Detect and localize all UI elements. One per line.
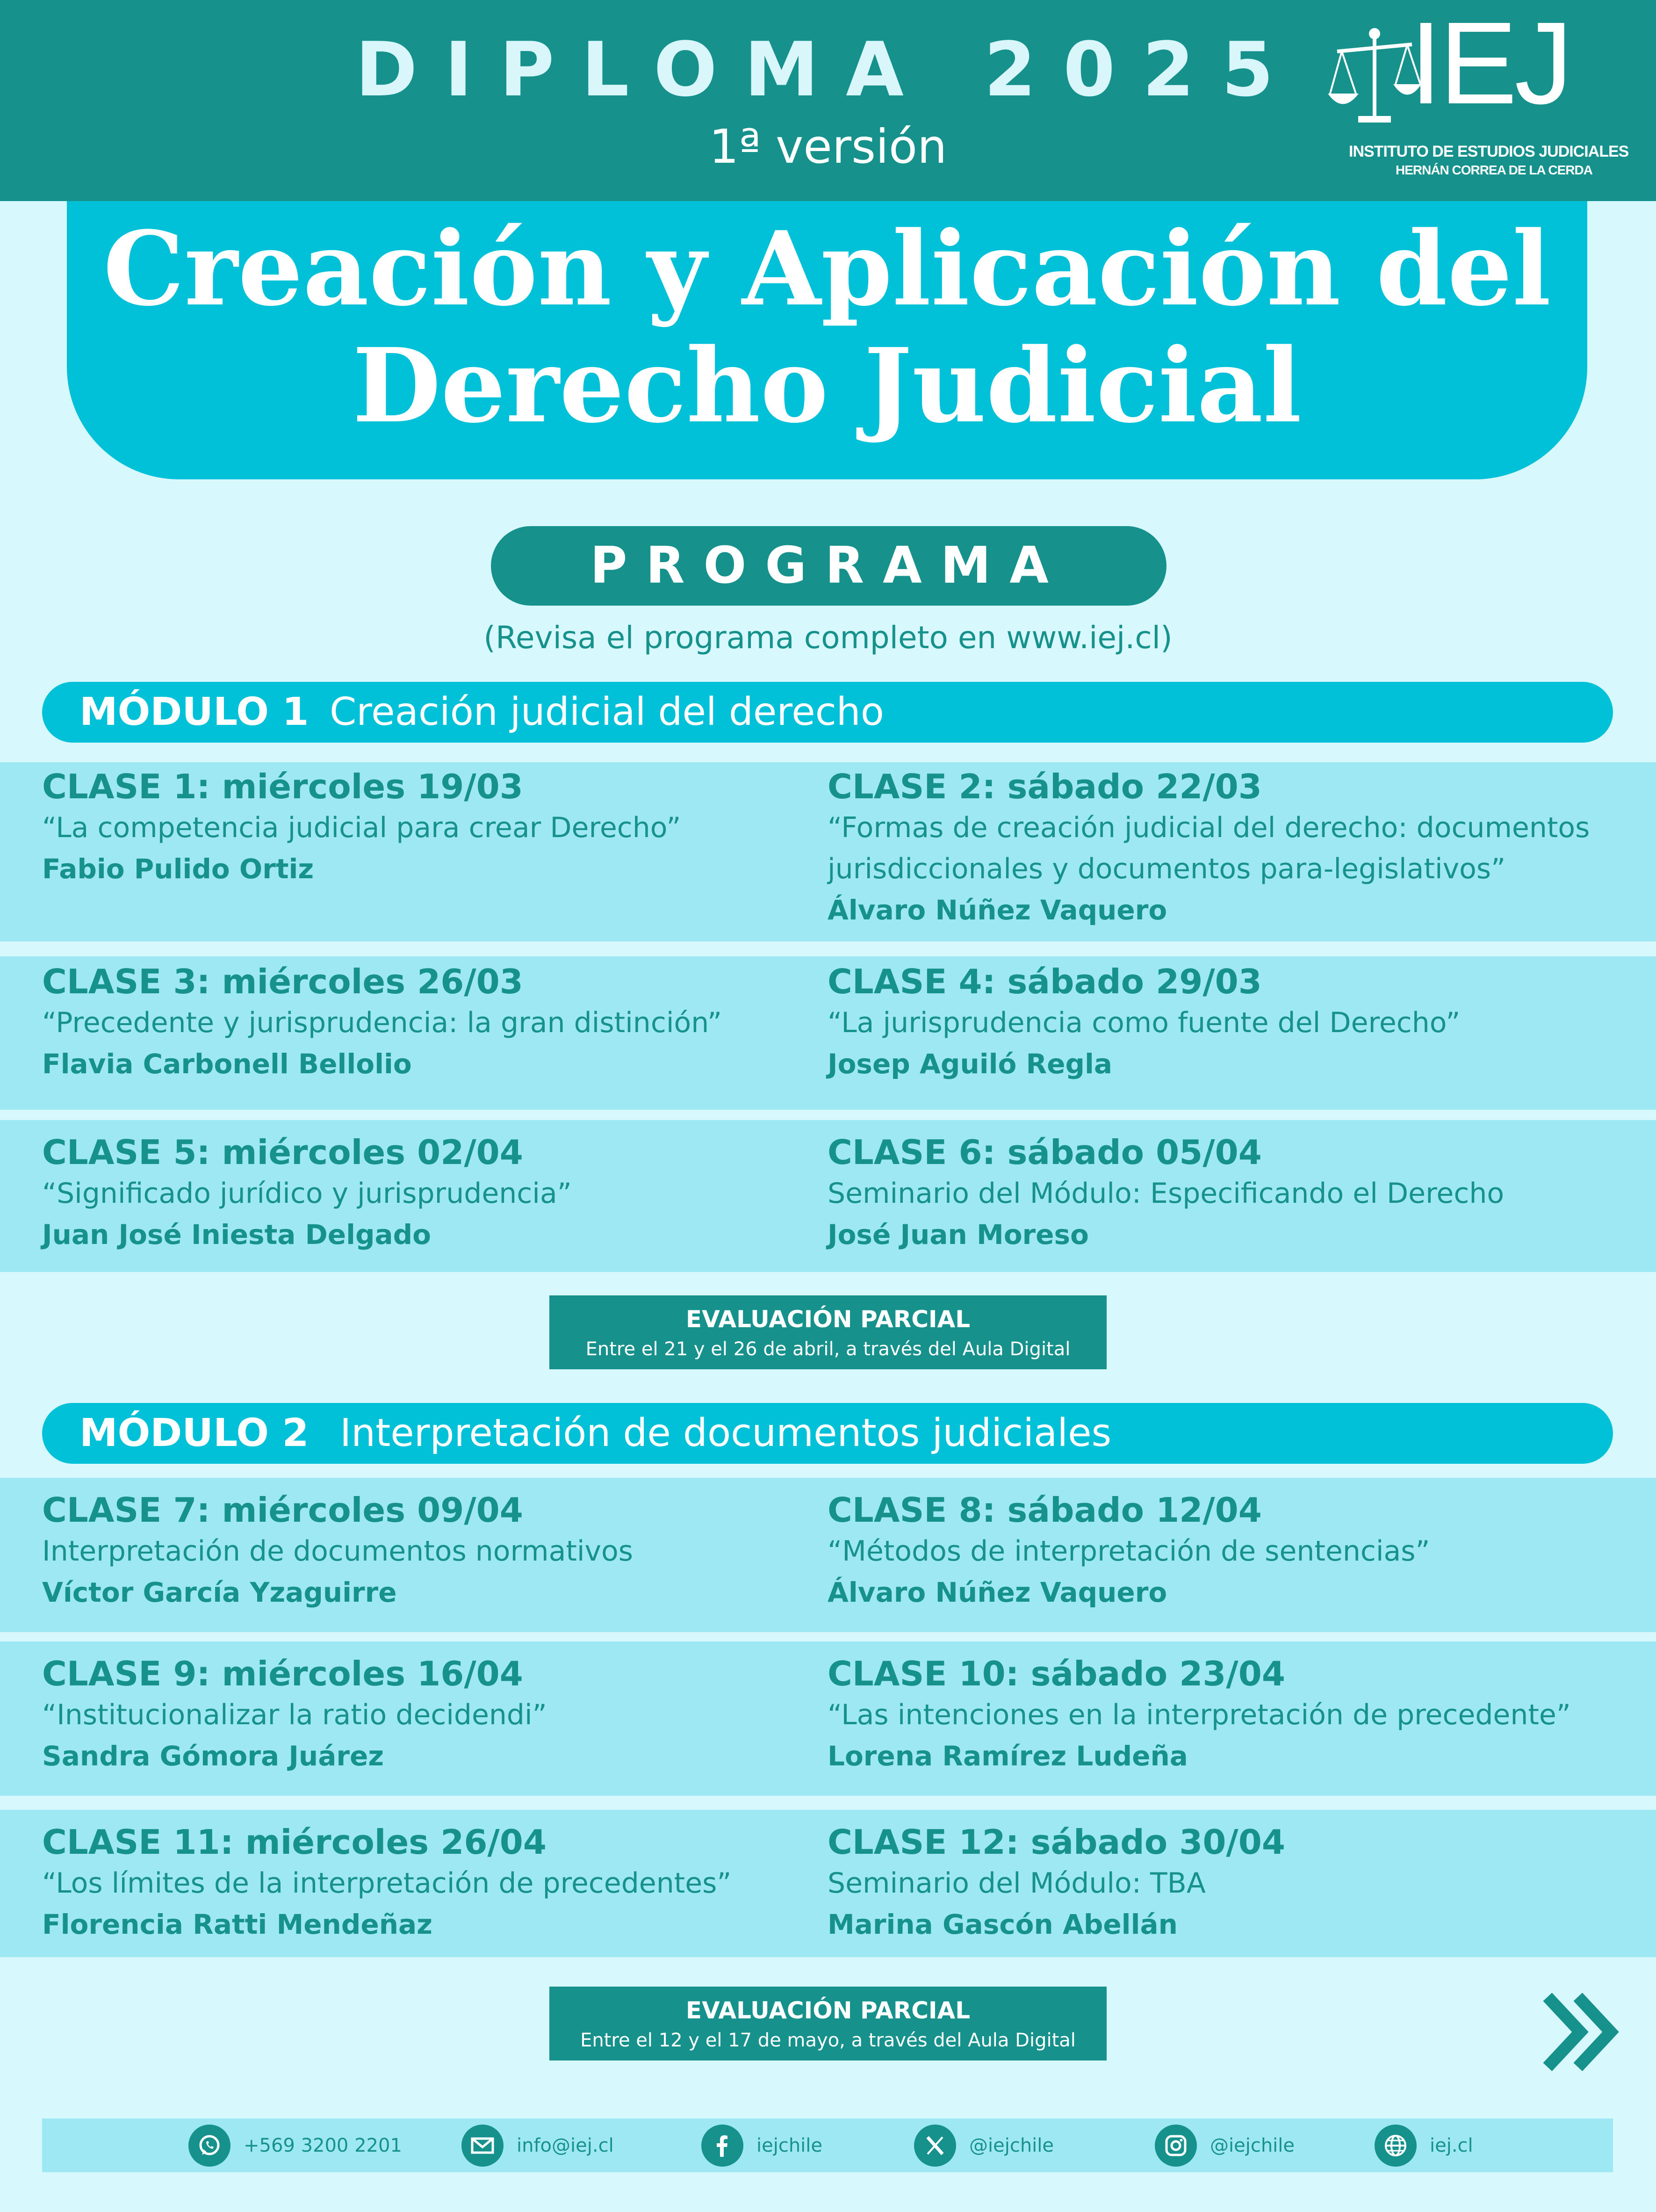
class-heading: CLASE 4: sábado 29/03 <box>828 962 1262 1001</box>
class-topic: “Institucionalizar la ratio decidendi” <box>42 1699 547 1731</box>
contact-label: +569 3200 2201 <box>244 2134 402 2156</box>
programa-note: (Revisa el programa completo en www.iej.cl) <box>483 620 1173 656</box>
module-1-name: Creación judicial del derecho <box>330 690 884 734</box>
class-heading: CLASE 5: miércoles 02/04 <box>42 1133 523 1172</box>
class-heading: CLASE 10: sábado 23/04 <box>828 1654 1285 1693</box>
class-card <box>42 1822 771 1945</box>
contact-x[interactable] <box>914 2123 1054 2168</box>
contact-whatsapp[interactable] <box>188 2123 402 2168</box>
diploma-title: DIPLOMA 2025 <box>355 26 1301 113</box>
logo-letters: IEJ <box>1410 0 1570 128</box>
class-teacher: Josep Aguiló Regla <box>828 1048 1113 1080</box>
class-teacher: Víctor García Yzaguirre <box>42 1576 397 1608</box>
contact-label: @iejchile <box>969 2134 1054 2156</box>
class-card <box>828 766 1622 931</box>
class-teacher: Sandra Gómora Juárez <box>42 1740 384 1772</box>
class-card <box>42 1653 771 1777</box>
class-card <box>828 961 1622 1084</box>
double-chevron-right-icon[interactable] <box>1538 1990 1620 2074</box>
module-2-number: MÓDULO 2 <box>79 1411 309 1455</box>
instagram-icon <box>1155 2125 1197 2167</box>
class-heading: CLASE 8: sábado 12/04 <box>828 1490 1262 1530</box>
class-topic: “La competencia judicial para crear Derecho” <box>42 811 681 844</box>
class-teacher: Flavia Carbonell Bellolio <box>42 1048 412 1080</box>
class-teacher: Álvaro Núñez Vaquero <box>828 894 1167 926</box>
class-teacher: Florencia Ratti Mendeñaz <box>42 1908 432 1940</box>
contact-label: info@iej.cl <box>517 2134 614 2156</box>
class-teacher: Juan José Iniesta Delgado <box>42 1219 432 1251</box>
email-icon <box>461 2125 504 2167</box>
class-heading: CLASE 6: sábado 05/04 <box>828 1133 1262 1172</box>
class-card <box>828 1653 1622 1777</box>
class-topic: “Las intenciones en la interpretación de precedente” <box>828 1699 1571 1731</box>
version-text: 1ª versión <box>709 119 947 174</box>
class-card <box>42 766 771 889</box>
class-topic: Seminario del Módulo: TBA <box>828 1867 1206 1900</box>
class-card <box>42 961 771 1084</box>
programa-heading: PROGRAMA <box>491 526 1166 606</box>
class-topic: Interpretación de documentos normativos <box>42 1535 634 1568</box>
class-teacher: José Juan Moreso <box>828 1219 1089 1251</box>
class-teacher: Marina Gascón Abellán <box>828 1908 1178 1940</box>
class-card <box>828 1822 1622 1945</box>
evaluation-title: EVALUACIÓN PARCIAL <box>685 1306 971 1333</box>
iej-logo <box>1328 0 1629 182</box>
facebook-icon <box>701 2125 743 2167</box>
class-topic: “Significado jurídico y jurisprudencia” <box>42 1177 572 1210</box>
class-card <box>828 1489 1622 1613</box>
module-2-name: Interpretación de documentos judiciales <box>340 1411 1112 1455</box>
evaluation-box <box>549 1295 1107 1369</box>
class-topic: “Los límites de la interpretación de precedentes” <box>42 1867 732 1900</box>
logo-institute-name: INSTITUTO DE ESTUDIOS JUDICIALES <box>1349 143 1629 160</box>
class-heading: CLASE 9: miércoles 16/04 <box>42 1654 523 1693</box>
evaluation-detail: Entre el 21 y el 26 de abril, a través del Aula Digital <box>585 1338 1071 1360</box>
class-topic: “Formas de creación judicial del derecho: documentos jurisdiccionales y documentos para-legislativos” <box>828 811 1590 885</box>
module-2-bar <box>42 1403 1613 1464</box>
class-card <box>42 1489 771 1613</box>
class-heading: CLASE 2: sábado 22/03 <box>828 767 1262 806</box>
module-1-bar <box>42 682 1613 743</box>
logo-subtitle: HERNÁN CORREA DE LA CERDA <box>1396 163 1592 177</box>
contact-instagram[interactable] <box>1155 2123 1295 2168</box>
class-heading: CLASE 11: miércoles 26/04 <box>42 1822 547 1862</box>
class-heading: CLASE 1: miércoles 19/03 <box>42 767 523 806</box>
contact-label: @iejchile <box>1210 2134 1295 2156</box>
evaluation-detail: Entre el 12 y el 17 de mayo, a través del Aula Digital <box>580 2030 1076 2051</box>
contact-label: iejchile <box>756 2134 823 2156</box>
class-teacher: Álvaro Núñez Vaquero <box>828 1576 1167 1608</box>
x-icon <box>914 2125 956 2167</box>
page-title <box>67 210 1587 444</box>
contact-website[interactable] <box>1375 2123 1473 2168</box>
class-topic: Seminario del Módulo: Especificando el Derecho <box>828 1177 1505 1210</box>
class-card <box>828 1132 1622 1255</box>
class-teacher: Fabio Pulido Ortiz <box>42 853 314 885</box>
evaluation-title: EVALUACIÓN PARCIAL <box>685 1997 971 2024</box>
contact-label: iej.cl <box>1430 2134 1473 2156</box>
class-topic: “Precedente y jurisprudencia: la gran distinción” <box>42 1006 722 1039</box>
evaluation-box <box>549 1987 1107 2060</box>
page-title-line2: Derecho Judicial <box>352 326 1302 446</box>
whatsapp-icon <box>188 2125 230 2167</box>
scale-of-justice-icon <box>1328 23 1421 131</box>
globe-icon <box>1375 2125 1417 2167</box>
class-card <box>42 1132 771 1255</box>
class-topic: “La jurisprudencia como fuente del Derecho” <box>828 1006 1461 1039</box>
class-topic: “Métodos de interpretación de sentencias” <box>828 1535 1430 1568</box>
class-heading: CLASE 7: miércoles 09/04 <box>42 1490 523 1530</box>
contact-facebook[interactable] <box>701 2123 822 2168</box>
contact-email[interactable] <box>461 2123 614 2168</box>
page-title-line1: Creación y Aplicación del <box>103 209 1551 329</box>
module-1-number: MÓDULO 1 <box>79 690 309 734</box>
class-heading: CLASE 3: miércoles 26/03 <box>42 962 523 1001</box>
class-heading: CLASE 12: sábado 30/04 <box>828 1822 1285 1862</box>
class-teacher: Lorena Ramírez Ludeña <box>828 1740 1188 1772</box>
